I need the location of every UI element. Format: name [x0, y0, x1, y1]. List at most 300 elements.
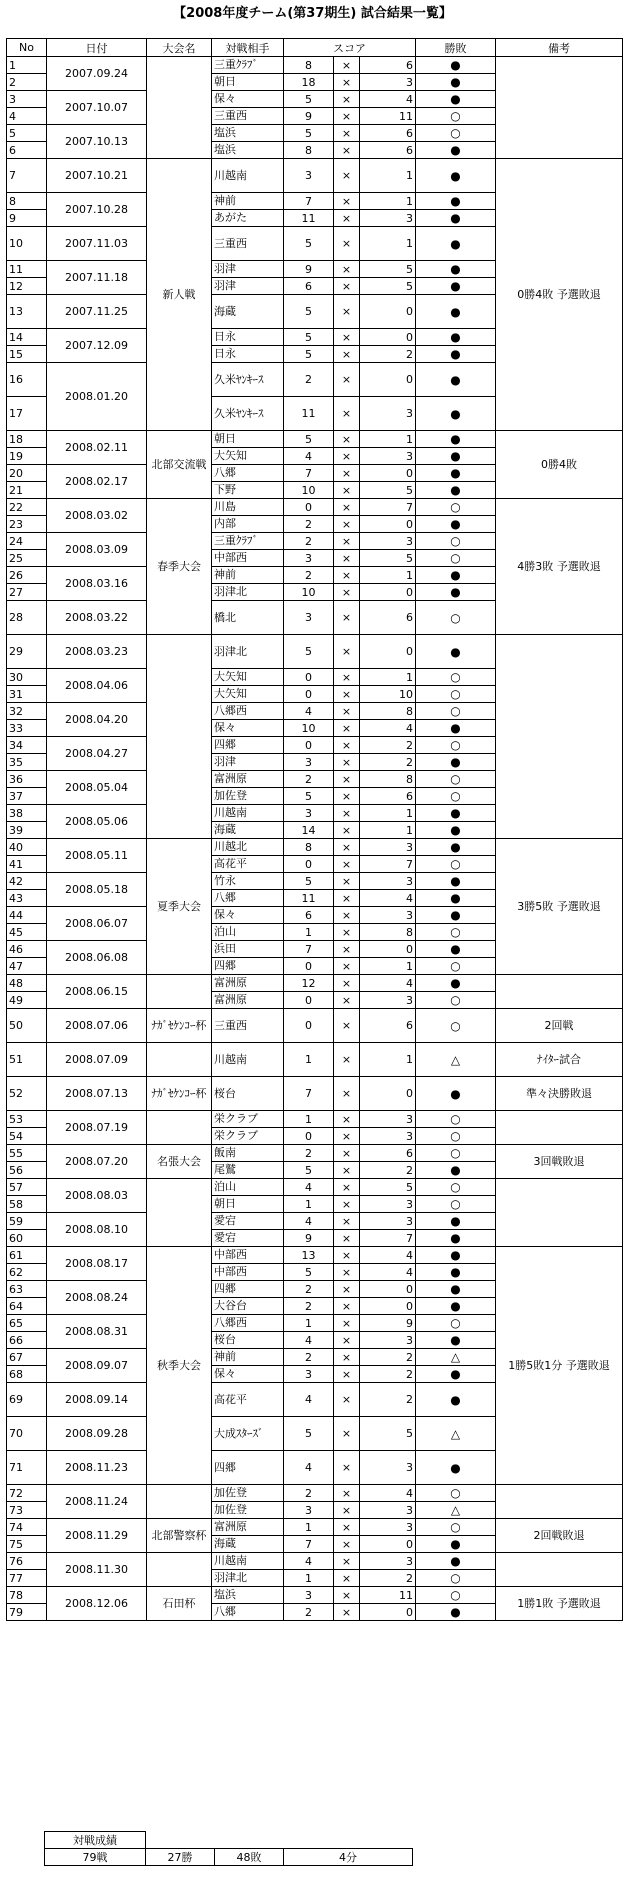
match-date: 2008.11.23: [47, 1451, 147, 1485]
result-mark: ○: [416, 1111, 496, 1128]
opponent-name: 四郷: [212, 1281, 284, 1298]
opponent-name: 富洲原: [212, 975, 284, 992]
row-number: 23: [7, 516, 47, 533]
score-opponent: 1: [360, 227, 416, 261]
score-opponent: 1: [360, 669, 416, 686]
result-mark: ●: [416, 1604, 496, 1621]
score-opponent: 4: [360, 1485, 416, 1502]
opponent-name: 加佐登: [212, 788, 284, 805]
score-separator: ×: [334, 1179, 360, 1196]
match-date: 2008.03.09: [47, 533, 147, 567]
score-own: 0: [284, 856, 334, 873]
score-separator: ×: [334, 499, 360, 516]
table-row: [7, 159, 623, 193]
result-mark: ●: [416, 1264, 496, 1281]
score-separator: ×: [334, 125, 360, 142]
score-own: 5: [284, 788, 334, 805]
score-opponent: 5: [360, 1179, 416, 1196]
tournament-name: [147, 635, 212, 839]
result-mark: ○: [416, 737, 496, 754]
score-separator: ×: [334, 1111, 360, 1128]
score-separator: ×: [334, 533, 360, 550]
row-number: 79: [7, 1604, 47, 1621]
score-opponent: 4: [360, 1264, 416, 1281]
score-own: 6: [284, 278, 334, 295]
row-number: 30: [7, 669, 47, 686]
score-separator: ×: [334, 261, 360, 278]
row-number: 11: [7, 261, 47, 278]
tournament-name: 北部警察杯: [147, 1519, 212, 1553]
score-own: 3: [284, 1587, 334, 1604]
score-opponent: 5: [360, 278, 416, 295]
score-opponent: 2: [360, 737, 416, 754]
opponent-name: 久米ﾔﾝｷｰｽ: [212, 397, 284, 431]
score-own: 2: [284, 1298, 334, 1315]
opponent-name: 四郷: [212, 958, 284, 975]
opponent-name: 加佐登: [212, 1502, 284, 1519]
row-number: 41: [7, 856, 47, 873]
score-opponent: 2: [360, 1349, 416, 1366]
tournament-name: 名張大会: [147, 1145, 212, 1179]
score-own: 9: [284, 261, 334, 278]
row-number: 26: [7, 567, 47, 584]
score-separator: ×: [334, 431, 360, 448]
score-separator: ×: [334, 1349, 360, 1366]
score-separator: ×: [334, 295, 360, 329]
score-separator: ×: [334, 1417, 360, 1451]
result-mark: ○: [416, 1179, 496, 1196]
score-opponent: 2: [360, 1366, 416, 1383]
row-number: 27: [7, 584, 47, 601]
result-mark: ○: [416, 1570, 496, 1587]
result-mark: ●: [416, 346, 496, 363]
opponent-name: 羽津: [212, 754, 284, 771]
table-row: [7, 1145, 623, 1162]
score-own: 4: [284, 1179, 334, 1196]
score-separator: ×: [334, 788, 360, 805]
table-row: [7, 431, 623, 448]
score-own: 2: [284, 516, 334, 533]
notes-cell: 1勝5敗1分 予選敗退: [496, 1247, 623, 1485]
match-date: 2008.08.24: [47, 1281, 147, 1315]
score-own: 3: [284, 754, 334, 771]
tournament-name: 秋季大会: [147, 1247, 212, 1485]
opponent-name: 中部西: [212, 550, 284, 567]
score-opponent: 1: [360, 193, 416, 210]
score-own: 4: [284, 1332, 334, 1349]
match-date: 2007.10.07: [47, 91, 147, 125]
match-date: 2008.08.31: [47, 1315, 147, 1349]
row-number: 76: [7, 1553, 47, 1570]
score-opponent: 6: [360, 1145, 416, 1162]
row-number: 28: [7, 601, 47, 635]
opponent-name: 三重西: [212, 1009, 284, 1043]
opponent-name: 塩浜: [212, 125, 284, 142]
score-separator: ×: [334, 1077, 360, 1111]
score-separator: ×: [334, 975, 360, 992]
score-own: 6: [284, 907, 334, 924]
score-separator: ×: [334, 516, 360, 533]
result-mark: ●: [416, 363, 496, 397]
score-separator: ×: [334, 91, 360, 108]
result-mark: ○: [416, 924, 496, 941]
result-mark: ●: [416, 567, 496, 584]
header-result: 勝敗: [416, 39, 496, 57]
score-separator: ×: [334, 635, 360, 669]
row-number: 42: [7, 873, 47, 890]
opponent-name: 栄クラブ: [212, 1111, 284, 1128]
score-own: 5: [284, 346, 334, 363]
score-own: 2: [284, 1604, 334, 1621]
tournament-name: [147, 1111, 212, 1145]
opponent-name: 桜台: [212, 1077, 284, 1111]
score-own: 18: [284, 74, 334, 91]
result-mark: ○: [416, 1315, 496, 1332]
opponent-name: 大成ｽﾀｰｽﾞ: [212, 1417, 284, 1451]
row-number: 19: [7, 448, 47, 465]
opponent-name: 八郷西: [212, 703, 284, 720]
row-number: 70: [7, 1417, 47, 1451]
row-number: 21: [7, 482, 47, 499]
score-own: 0: [284, 737, 334, 754]
opponent-name: 八郷西: [212, 1315, 284, 1332]
match-date: 2008.06.15: [47, 975, 147, 1009]
result-mark: ●: [416, 1332, 496, 1349]
row-number: 71: [7, 1451, 47, 1485]
row-number: 52: [7, 1077, 47, 1111]
opponent-name: 日永: [212, 346, 284, 363]
tournament-name: 北部交流戦: [147, 431, 212, 499]
score-own: 1: [284, 1111, 334, 1128]
result-mark: ●: [416, 1213, 496, 1230]
score-separator: ×: [334, 1281, 360, 1298]
result-mark: ●: [416, 1281, 496, 1298]
score-separator: ×: [334, 567, 360, 584]
match-date: 2008.05.06: [47, 805, 147, 839]
match-date: 2008.05.11: [47, 839, 147, 873]
score-opponent: 0: [360, 295, 416, 329]
row-number: 15: [7, 346, 47, 363]
score-opponent: 6: [360, 125, 416, 142]
row-number: 35: [7, 754, 47, 771]
table-row: [7, 1587, 623, 1604]
match-date: 2007.11.18: [47, 261, 147, 295]
result-mark: ○: [416, 856, 496, 873]
score-separator: ×: [334, 465, 360, 482]
opponent-name: 泊山: [212, 1179, 284, 1196]
row-number: 55: [7, 1145, 47, 1162]
opponent-name: 泊山: [212, 924, 284, 941]
score-separator: ×: [334, 584, 360, 601]
score-separator: ×: [334, 1213, 360, 1230]
opponent-name: 橋北: [212, 601, 284, 635]
match-date: 2008.09.28: [47, 1417, 147, 1451]
result-mark: ●: [416, 1230, 496, 1247]
table-row: [7, 1519, 623, 1536]
score-own: 5: [284, 329, 334, 346]
score-opponent: 3: [360, 1128, 416, 1145]
score-separator: ×: [334, 1332, 360, 1349]
score-opponent: 0: [360, 1604, 416, 1621]
row-number: 62: [7, 1264, 47, 1281]
result-mark: ●: [416, 227, 496, 261]
result-mark: ○: [416, 533, 496, 550]
opponent-name: 羽津: [212, 278, 284, 295]
score-own: 2: [284, 533, 334, 550]
result-mark: ●: [416, 482, 496, 499]
score-own: 0: [284, 686, 334, 703]
row-number: 72: [7, 1485, 47, 1502]
score-opponent: 3: [360, 1111, 416, 1128]
score-separator: ×: [334, 958, 360, 975]
score-own: 4: [284, 1213, 334, 1230]
opponent-name: 久米ﾔﾝｷｰｽ: [212, 363, 284, 397]
score-own: 7: [284, 1077, 334, 1111]
score-separator: ×: [334, 1162, 360, 1179]
score-own: 5: [284, 1417, 334, 1451]
row-number: 16: [7, 363, 47, 397]
opponent-name: 大矢知: [212, 669, 284, 686]
score-own: 2: [284, 771, 334, 788]
score-separator: ×: [334, 720, 360, 737]
score-own: 0: [284, 992, 334, 1009]
header-opponent: 対戦相手: [212, 39, 284, 57]
score-separator: ×: [334, 1519, 360, 1536]
score-separator: ×: [334, 992, 360, 1009]
header-tournament: 大会名: [147, 39, 212, 57]
match-date: 2008.03.16: [47, 567, 147, 601]
score-opponent: 7: [360, 856, 416, 873]
score-opponent: 5: [360, 550, 416, 567]
opponent-name: 三重西: [212, 108, 284, 125]
match-date: 2008.05.04: [47, 771, 147, 805]
score-own: 7: [284, 941, 334, 958]
opponent-name: 羽津: [212, 261, 284, 278]
row-number: 13: [7, 295, 47, 329]
score-separator: ×: [334, 1264, 360, 1281]
row-number: 69: [7, 1383, 47, 1417]
score-own: 7: [284, 1536, 334, 1553]
opponent-name: 大矢知: [212, 686, 284, 703]
result-mark: ○: [416, 1145, 496, 1162]
match-date: 2008.11.30: [47, 1553, 147, 1587]
row-number: 57: [7, 1179, 47, 1196]
summary-games: 79戦: [45, 1849, 146, 1866]
result-mark: ○: [416, 788, 496, 805]
match-date: 2008.09.07: [47, 1349, 147, 1383]
result-mark: ●: [416, 329, 496, 346]
table-row: [7, 1485, 623, 1502]
result-mark: ●: [416, 720, 496, 737]
match-date: 2008.11.24: [47, 1485, 147, 1519]
result-mark: ●: [416, 261, 496, 278]
notes-cell: 3勝5敗 予選敗退: [496, 839, 623, 975]
score-own: 8: [284, 57, 334, 74]
opponent-name: 保々: [212, 1366, 284, 1383]
tournament-name: [147, 1043, 212, 1077]
row-number: 48: [7, 975, 47, 992]
row-number: 66: [7, 1332, 47, 1349]
result-mark: ●: [416, 941, 496, 958]
result-mark: ●: [416, 1247, 496, 1264]
opponent-name: 愛宕: [212, 1213, 284, 1230]
result-mark: ●: [416, 873, 496, 890]
result-mark: ●: [416, 584, 496, 601]
result-mark: ●: [416, 516, 496, 533]
score-own: 2: [284, 567, 334, 584]
score-separator: ×: [334, 329, 360, 346]
opponent-name: 塩浜: [212, 142, 284, 159]
score-separator: ×: [334, 1485, 360, 1502]
result-mark: ●: [416, 1298, 496, 1315]
score-opponent: 0: [360, 1298, 416, 1315]
notes-cell: 2回戦: [496, 1009, 623, 1043]
score-own: 2: [284, 1145, 334, 1162]
opponent-name: 海蔵: [212, 295, 284, 329]
score-separator: ×: [334, 1009, 360, 1043]
tournament-name: [147, 1485, 212, 1519]
score-own: 3: [284, 601, 334, 635]
table-row: [7, 839, 623, 856]
score-own: 14: [284, 822, 334, 839]
score-own: 9: [284, 1230, 334, 1247]
header-notes: 備考: [496, 39, 623, 57]
opponent-name: 朝日: [212, 74, 284, 91]
row-number: 3: [7, 91, 47, 108]
tournament-name: 夏季大会: [147, 839, 212, 975]
score-own: 0: [284, 499, 334, 516]
opponent-name: 神前: [212, 193, 284, 210]
result-mark: ●: [416, 1451, 496, 1485]
opponent-name: 海蔵: [212, 1536, 284, 1553]
notes-cell: 準々決勝敗退: [496, 1077, 623, 1111]
row-number: 73: [7, 1502, 47, 1519]
score-opponent: 1: [360, 822, 416, 839]
opponent-name: 朝日: [212, 431, 284, 448]
score-own: 1: [284, 1519, 334, 1536]
opponent-name: 三重ｸﾗﾌﾞ: [212, 57, 284, 74]
match-date: 2008.06.08: [47, 941, 147, 975]
score-opponent: 0: [360, 635, 416, 669]
row-number: 10: [7, 227, 47, 261]
match-date: 2008.01.20: [47, 363, 147, 431]
score-opponent: 7: [360, 1230, 416, 1247]
score-opponent: 10: [360, 686, 416, 703]
result-mark: ●: [416, 1077, 496, 1111]
row-number: 14: [7, 329, 47, 346]
result-mark: ○: [416, 499, 496, 516]
score-own: 5: [284, 431, 334, 448]
tournament-name: ﾅｶﾞｾｹﾝｺｰ杯: [147, 1077, 212, 1111]
opponent-name: 内部: [212, 516, 284, 533]
score-opponent: 2: [360, 1162, 416, 1179]
row-number: 59: [7, 1213, 47, 1230]
page-title: 【2008年度チーム(第37期生) 試合結果一覧】: [173, 6, 452, 21]
row-number: 18: [7, 431, 47, 448]
result-mark: ●: [416, 142, 496, 159]
opponent-name: 川島: [212, 499, 284, 516]
summary-losses: 48敗: [215, 1849, 284, 1866]
opponent-name: 羽津北: [212, 1570, 284, 1587]
opponent-name: 海蔵: [212, 822, 284, 839]
score-separator: ×: [334, 1587, 360, 1604]
opponent-name: 朝日: [212, 1196, 284, 1213]
score-opponent: 1: [360, 958, 416, 975]
row-number: 7: [7, 159, 47, 193]
result-mark: ●: [416, 57, 496, 74]
match-date: 2008.04.06: [47, 669, 147, 703]
table-row: [7, 1247, 623, 1264]
score-opponent: 3: [360, 210, 416, 227]
row-number: 63: [7, 1281, 47, 1298]
table-row: [7, 1009, 623, 1043]
score-separator: ×: [334, 1451, 360, 1485]
score-own: 4: [284, 448, 334, 465]
score-opponent: 11: [360, 1587, 416, 1604]
score-own: 13: [284, 1247, 334, 1264]
opponent-name: 富洲原: [212, 992, 284, 1009]
match-date: 2007.11.25: [47, 295, 147, 329]
score-opponent: 3: [360, 1553, 416, 1570]
row-number: 60: [7, 1230, 47, 1247]
row-number: 24: [7, 533, 47, 550]
score-opponent: 6: [360, 601, 416, 635]
result-mark: ○: [416, 686, 496, 703]
score-separator: ×: [334, 805, 360, 822]
row-number: 36: [7, 771, 47, 788]
score-separator: ×: [334, 839, 360, 856]
score-opponent: 0: [360, 329, 416, 346]
score-separator: ×: [334, 74, 360, 91]
summary-wins: 27勝: [146, 1849, 215, 1866]
score-opponent: 4: [360, 720, 416, 737]
score-opponent: 3: [360, 74, 416, 91]
score-opponent: 3: [360, 907, 416, 924]
score-opponent: 3: [360, 1196, 416, 1213]
score-opponent: 0: [360, 584, 416, 601]
opponent-name: 塩浜: [212, 1587, 284, 1604]
score-opponent: 3: [360, 1502, 416, 1519]
result-mark: △: [416, 1502, 496, 1519]
result-mark: ●: [416, 822, 496, 839]
opponent-name: 川越南: [212, 159, 284, 193]
row-number: 58: [7, 1196, 47, 1213]
notes-cell: [496, 1485, 623, 1519]
result-mark: ●: [416, 839, 496, 856]
result-mark: ●: [416, 890, 496, 907]
score-own: 3: [284, 1366, 334, 1383]
score-own: 11: [284, 890, 334, 907]
result-mark: ●: [416, 74, 496, 91]
opponent-name: 竹永: [212, 873, 284, 890]
score-separator: ×: [334, 278, 360, 295]
match-date: 2007.09.24: [47, 57, 147, 91]
score-separator: ×: [334, 1536, 360, 1553]
score-opponent: 2: [360, 1570, 416, 1587]
score-opponent: 8: [360, 771, 416, 788]
score-opponent: 2: [360, 754, 416, 771]
tournament-name: [147, 57, 212, 159]
result-mark: ○: [416, 1587, 496, 1604]
result-mark: ○: [416, 550, 496, 567]
opponent-name: 高花平: [212, 856, 284, 873]
row-number: 45: [7, 924, 47, 941]
opponent-name: 下野: [212, 482, 284, 499]
opponent-name: 尾鷲: [212, 1162, 284, 1179]
score-own: 3: [284, 1502, 334, 1519]
score-separator: ×: [334, 1145, 360, 1162]
score-own: 1: [284, 924, 334, 941]
